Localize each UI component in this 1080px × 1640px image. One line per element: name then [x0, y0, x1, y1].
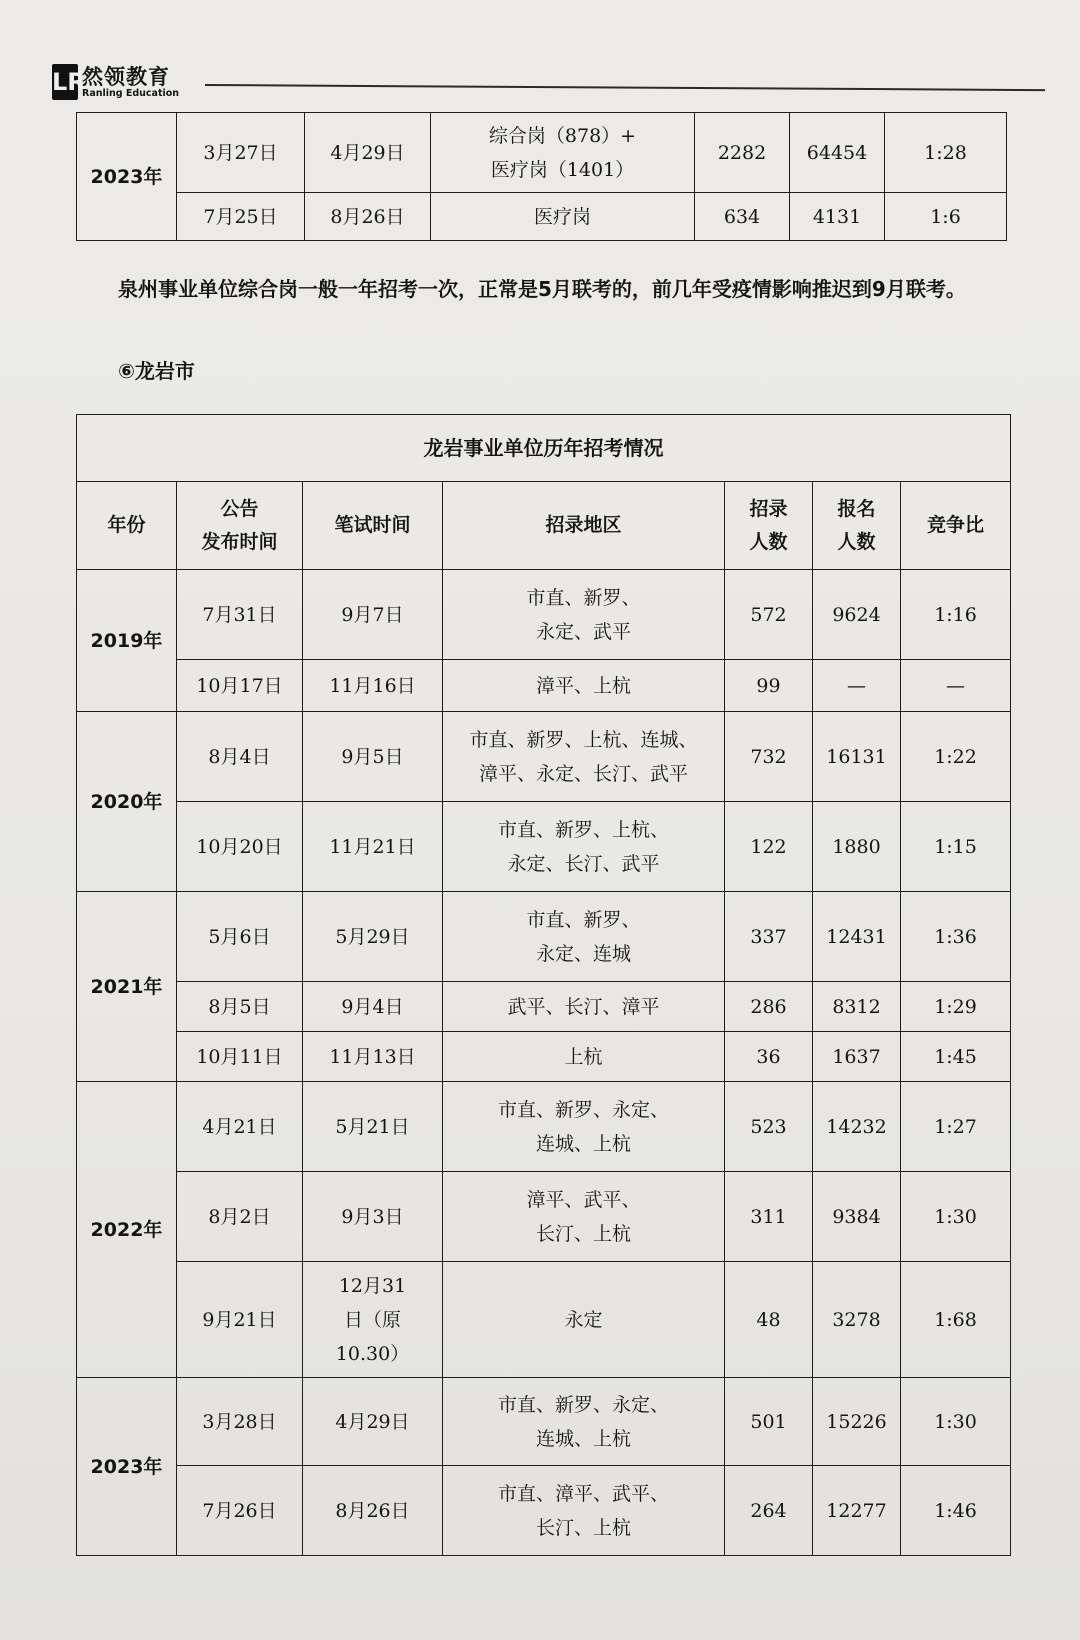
column-header-ratio: 竞争比 [901, 482, 1011, 570]
region-cell [443, 1466, 725, 1556]
region-cell: 武平、长汀、漳平 [443, 982, 725, 1032]
apply-count-cell: 1637 [813, 1032, 901, 1082]
region-cell [443, 892, 725, 982]
year-cell: 2023年 [77, 113, 177, 241]
body-paragraph: 泉州事业单位综合岗一般一年招考一次，正常是5月联考的，前几年受疫情影响推迟到9月联考。 [118, 277, 966, 301]
region-line: 市直、新罗、上杭、 [497, 818, 669, 841]
hire-count-cell: 286 [725, 982, 813, 1032]
header-line: 公告 [220, 497, 259, 520]
notice-date-cell: 3月27日 [177, 113, 305, 193]
ratio-cell: 1:45 [901, 1032, 1011, 1082]
table-row [77, 660, 1011, 712]
region-line: 长汀、上杭 [535, 1516, 631, 1539]
year-cell: 2019年 [77, 570, 177, 712]
exam-date-cell: 5月29日 [303, 892, 443, 982]
column-header-hire [725, 482, 813, 570]
hire-count-cell: 337 [725, 892, 813, 982]
region-line: 综合岗（878）+ [488, 124, 637, 147]
hire-count-cell: 122 [725, 802, 813, 892]
hire-count-cell: 311 [725, 1172, 813, 1262]
apply-count-cell: 4131 [790, 193, 885, 241]
ratio-cell: 1:30 [901, 1378, 1011, 1466]
exam-line: 10.30） [335, 1342, 410, 1365]
region-line: 漳平、武平、 [526, 1188, 641, 1211]
logo-mark-icon: LR [52, 64, 78, 100]
table-row [77, 982, 1011, 1032]
table-row [77, 1262, 1011, 1378]
apply-count-cell: 64454 [790, 113, 885, 193]
table-header-row [77, 482, 1011, 570]
ratio-cell: — [901, 660, 1011, 712]
exam-date-cell: 9月3日 [303, 1172, 443, 1262]
hire-count-cell: 48 [725, 1262, 813, 1378]
column-header-notice [177, 482, 303, 570]
region-cell [443, 802, 725, 892]
table-row [77, 113, 1007, 193]
hire-count-cell: 732 [725, 712, 813, 802]
notice-date-cell: 3月28日 [177, 1378, 303, 1466]
apply-count-cell: 16131 [813, 712, 901, 802]
hire-count-cell: 501 [725, 1378, 813, 1466]
apply-count-cell: 1880 [813, 802, 901, 892]
notice-date-cell: 10月20日 [177, 802, 303, 892]
apply-count-cell: 15226 [813, 1378, 901, 1466]
exam-date-cell: 4月29日 [305, 113, 431, 193]
exam-date-cell: 11月21日 [303, 802, 443, 892]
region-cell [443, 1082, 725, 1172]
ratio-cell: 1:28 [885, 113, 1007, 193]
region-cell: 医疗岗 [431, 193, 695, 241]
region-line: 长汀、上杭 [535, 1222, 631, 1245]
exam-date-cell: 9月5日 [303, 712, 443, 802]
table-row [77, 712, 1011, 802]
ratio-cell: 1:30 [901, 1172, 1011, 1262]
notice-date-cell: 8月2日 [177, 1172, 303, 1262]
notice-date-cell: 10月17日 [177, 660, 303, 712]
logo-text-en: Ranling Education [82, 87, 180, 99]
table-row [77, 1172, 1011, 1262]
exam-date-cell: 9月4日 [303, 982, 443, 1032]
region-cell: 漳平、上杭 [443, 660, 725, 712]
notice-date-cell: 7月31日 [177, 570, 303, 660]
longyan-recruitment-table [76, 414, 1011, 1556]
exam-date-cell: 5月21日 [303, 1082, 443, 1172]
ratio-cell: 1:68 [901, 1262, 1011, 1378]
region-line: 市直、漳平、武平、 [497, 1482, 669, 1505]
ratio-cell: 1:16 [901, 570, 1011, 660]
apply-count-cell: 3278 [813, 1262, 901, 1378]
brand-logo [52, 64, 179, 100]
region-line: 市直、新罗、 [526, 586, 641, 609]
region-line: 永定、武平 [535, 620, 631, 643]
table-title-row [77, 415, 1011, 482]
apply-count-cell: 12431 [813, 892, 901, 982]
region-line: 医疗岗（1401） [490, 158, 635, 181]
apply-count-cell: 14232 [813, 1082, 901, 1172]
region-cell [443, 712, 725, 802]
table-title: 龙岩事业单位历年招考情况 [77, 415, 1011, 482]
hire-count-cell: 634 [695, 193, 790, 241]
region-cell [431, 113, 695, 193]
table-row [77, 1466, 1011, 1556]
column-header-region: 招录地区 [443, 482, 725, 570]
hire-count-cell: 2282 [695, 113, 790, 193]
apply-count-cell: 12277 [813, 1466, 901, 1556]
ratio-cell: 1:6 [885, 193, 1007, 241]
year-cell: 2023年 [77, 1378, 177, 1556]
ratio-cell: 1:15 [901, 802, 1011, 892]
region-line: 永定、长汀、武平 [507, 852, 660, 875]
header-line: 招录 [749, 497, 788, 520]
header-line: 发布时间 [201, 530, 278, 553]
ratio-cell: 1:29 [901, 982, 1011, 1032]
apply-count-cell: 9624 [813, 570, 901, 660]
exam-date-cell: 8月26日 [303, 1466, 443, 1556]
region-cell [443, 1378, 725, 1466]
region-line: 永定、连城 [535, 942, 631, 965]
column-header-apply [813, 482, 901, 570]
header-line: 报名 [837, 497, 876, 520]
hire-count-cell: 36 [725, 1032, 813, 1082]
year-cell: 2020年 [77, 712, 177, 892]
region-cell [443, 570, 725, 660]
notice-date-cell: 5月6日 [177, 892, 303, 982]
hire-count-cell: 572 [725, 570, 813, 660]
exam-date-cell: 11月13日 [303, 1032, 443, 1082]
ratio-cell: 1:46 [901, 1466, 1011, 1556]
header-divider [205, 84, 1045, 91]
region-cell: 永定 [443, 1262, 725, 1378]
region-line: 市直、新罗、永定、 [497, 1098, 669, 1121]
header-line: 人数 [837, 530, 876, 553]
region-line: 漳平、永定、长汀、武平 [478, 762, 688, 785]
exam-date-cell: 11月16日 [303, 660, 443, 712]
region-line: 连城、上杭 [535, 1132, 631, 1155]
hire-count-cell: 523 [725, 1082, 813, 1172]
region-cell [443, 1172, 725, 1262]
apply-count-cell: 9384 [813, 1172, 901, 1262]
table-row [77, 892, 1011, 982]
exam-date-cell: 4月29日 [303, 1378, 443, 1466]
table-row [77, 802, 1011, 892]
ratio-cell: 1:22 [901, 712, 1011, 802]
region-line: 连城、上杭 [535, 1427, 631, 1450]
notice-date-cell: 7月26日 [177, 1466, 303, 1556]
region-line: 市直、新罗、上杭、连城、 [469, 728, 698, 751]
region-cell: 上杭 [443, 1032, 725, 1082]
exam-line: 12月31 [338, 1274, 407, 1297]
region-line: 市直、新罗、 [526, 908, 641, 931]
notice-date-cell: 7月25日 [177, 193, 305, 241]
hire-count-cell: 264 [725, 1466, 813, 1556]
logo-text-cn: 然领教育 [82, 64, 170, 89]
table-row [77, 1378, 1011, 1466]
notice-date-cell: 8月5日 [177, 982, 303, 1032]
notice-date-cell: 4月21日 [177, 1082, 303, 1172]
notice-date-cell: 9月21日 [177, 1262, 303, 1378]
notice-date-cell: 8月4日 [177, 712, 303, 802]
table-row [77, 570, 1011, 660]
column-header-exam: 笔试时间 [303, 482, 443, 570]
exam-date-cell [303, 1262, 443, 1378]
apply-count-cell: 8312 [813, 982, 901, 1032]
notice-date-cell: 10月11日 [177, 1032, 303, 1082]
hire-count-cell: 99 [725, 660, 813, 712]
table-row [77, 193, 1007, 241]
year-cell: 2022年 [77, 1082, 177, 1378]
exam-date-cell: 8月26日 [305, 193, 431, 241]
header-line: 人数 [749, 530, 788, 553]
apply-count-cell: — [813, 660, 901, 712]
ratio-cell: 1:27 [901, 1082, 1011, 1172]
column-header-year: 年份 [77, 482, 177, 570]
section-heading: ⑥龙岩市 [118, 359, 195, 383]
table-row [77, 1082, 1011, 1172]
region-line: 市直、新罗、永定、 [497, 1393, 669, 1416]
exam-date-cell: 9月7日 [303, 570, 443, 660]
quanzhou-table-continued [76, 112, 1007, 241]
year-cell: 2021年 [77, 892, 177, 1082]
exam-line: 日（原 [343, 1308, 401, 1331]
ratio-cell: 1:36 [901, 892, 1011, 982]
table-row [77, 1032, 1011, 1082]
